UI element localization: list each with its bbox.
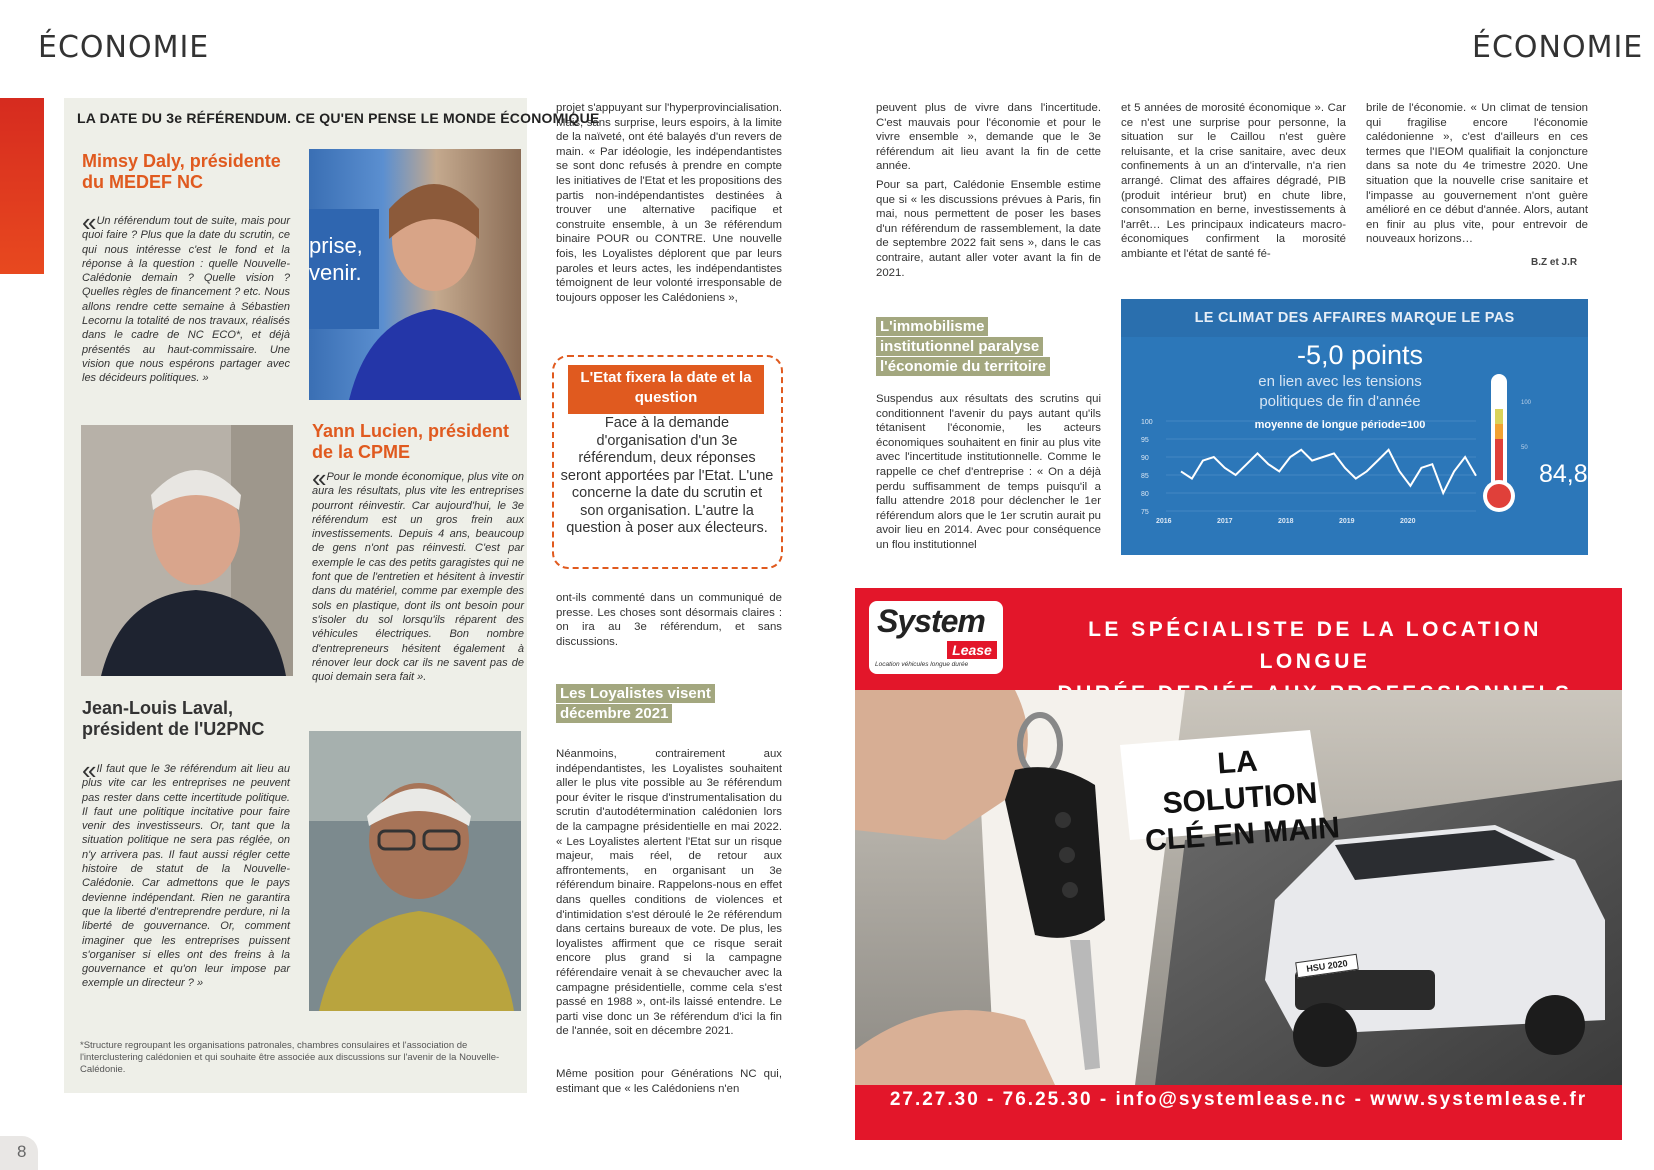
col2-paragraph-1: projet s'appuyant sur l'hyperprovincialisation. Mais, sans surprise, leurs espoirs, à la limite de la naïveté, ont été balayés d'un revers de main. « Par idéologie, les indépendantistes se sont donc refusés à prendre en compte les initiatives de l'Etat et les propositions des partis non-indépendantistes destinées à trouver une alternative pacifique et construite ensemble, à un 3e référendum binaire POUR ou CONTRE. Une nouvelle fois, les Loyalistes déplorent que par leurs paroles et leurs actes, les indépendantistes témoignent de leur volonté irresponsable de toujours opposer les Calédoniens », [556,102,782,304]
license-plate: HSU 2020 [1295,954,1359,978]
col5-paragraph-1: brile de l'économie. « Un climat de tension qui fragilise encore l'économie calédonienne », c'est d'ailleurs en ces termes que l'IEOM qualifiait la conjoncture dans sa note du 4e trimestre 2020. Une situation que la nouvelle crise sanitaire et l'impasse au gouvernement n'ont guère amélioré en ce début d'année. Alors, autant en finir au plus vite, pour entrevoir de nouveaux horizons… [1366,102,1588,246]
infographic-title: LE CLIMAT DES AFFAIRES MARQUE LE PAS [1121,299,1588,337]
logo-lease: Lease [947,641,997,659]
chart-y-tick-label: 90 [1141,455,1149,462]
chart-y-tick-label: 85 [1141,473,1149,480]
systemlease-logo [869,601,1003,674]
photo-lucien [81,425,293,676]
quote-lucien [312,463,524,684]
col2-subhead: Les Loyalistes visent décembre 2021 [556,684,715,723]
infographic-average-label: moyenne de longue période=100 [1254,419,1426,431]
quote-mark: « [82,755,97,785]
person-name-daly: Mimsy Daly, présidente du MEDEF NC [82,151,281,192]
photo-laval [309,731,521,1011]
col3-subhead: L'immobilisme institutionnel paralyse l'économie du territoire [876,317,1050,376]
quote-mark: « [82,207,97,237]
col2-paragraph-3: Néanmoins, contrairement aux indépendantistes, les Loyalistes souhaitent aller le plus vite possible au 3e référendum pour éviter le risque d'instrumentalisation du scrutin d'autodétermination calédonien lors de la campagne présidentielle en mai 2022. « Les Loyalistes alertent l'Etat sur un risque majeur, mais réel, de retour aux affrontements, en organisant un 3e référendum binaire. Rappelons-nous en effet dans quelles conditions de violences et d'intimidation s'est déroulé le 2e référendum dans certains bureaux de vote. De plus, les loyalistes affirment que ce risque serait encore plus grand si la campagne référendaire venait à se chevaucher avec la campagne présidentielle, comme cela s'est passé en 1988 », ont-ils laissé entendre. Le parti vise donc un 3e référendum d'ici la fin de l'année, soit en décembre 2021. [556,748,782,1038]
chart-series-line [1181,450,1476,493]
ad-contacts: 27.27.30 - 76.25.30 - info@systemlease.nc - www.systemlease.fr [889,1089,1588,1110]
col2-subhead-wrap [556,684,726,724]
chart-x-tick-label: 2018 [1278,518,1294,525]
sidebar-box-title: L'Etat fixera la date et la question [568,365,764,414]
sidebar-box-body: Face à la demande d'organisation d'un 3e référendum, deux réponses seront apportées par l'Etat. L'une concerne la date du scrutin et son organisation. L'autre la question à poser aux électeurs. [560,415,774,536]
col3-paragraph-1: peuvent plus de vivre dans l'incertitude. C'est mauvais pour l'économie et pour le vivre ensemble », demande que le 3e référendum ait lieu avant la fin de cette année. [876,102,1101,173]
chart-y-tick-label: 75 [1141,509,1149,516]
chart-x-tick-label: 2019 [1339,518,1355,525]
page-number: 8 [17,1142,27,1161]
logo-system: System [877,603,985,639]
infographic-headline: -5,0 points [1296,340,1424,370]
section-title-right: ÉCONOMIE [1472,30,1644,65]
quote-laval-text: Il faut que le 3e référendum ait lieu au plus vite car les entreprises ne peuvent pas rester dans cette incertitude politique. Il faut une politique incitative pour faire venir des investisseurs. Or, tant que la situation politique ne sera pas réglée, on n'y arrivera pas. Il faut aussi régler cette histoire de statut de la Nouvelle-Calédonie. Car admettons que le pays devienne indépendant. Rien ne garantira que la liberté d'entreprendre perdure, ni la liberté de gouvernance. Or, comment imaginer que les entreprises puissent s'organiser si elles ont des freins à la gouvernance et qu'on leur impose par exemple un directeur ? » [82,763,290,990]
col4-paragraph-1: et 5 années de morosité économique ». Car ce n'est une surprise pour personne, la situation sur le Caillou n'est guère reluisante, et la crise sanitaire, avec deux confinements à un an d'intervalle, n'a rien arrangé. Climat des affaires dégradé, PIB (produit intérieur brut) en chute libre, consommation en berne, investissements à l'arrêt… Les principaux indicateurs macro-économiques confirment la morosité ambiante et l'état de santé fé- [1121,102,1346,260]
quote-daly [82,207,290,386]
author-credit: B.Z et J.R [1531,257,1578,268]
infographic-subtext: en lien avec les tensions politiques de fin d'année [1258,373,1422,410]
chart-y-tick-label: 95 [1141,437,1149,444]
thermometer-icon [1483,374,1515,512]
gauge-value: 84,8 [1539,460,1588,488]
person-name-laval: Jean-Louis Laval, président de l'U2PNC [82,698,265,739]
col3-subhead-wrap [876,317,1076,377]
quote-laval [82,755,290,991]
red-tab-marker [0,98,44,274]
page-number-tab [0,1136,38,1170]
thermo-label-high: 100 [1521,400,1532,406]
section-title-left: ÉCONOMIE [38,30,210,65]
quote-daly-text: Un référendum tout de suite, mais pour quoi faire ? Plus que la date du scrutin, ce qui nous intéresse c'est le fond et la réponse à la question : quelle Nouvelle-Calédonie demain ? Quelle vision ? Quelles règles de financement ? etc. Nous allons rendre cette semaine à Sébastien Lecornu la totalité de nos travaux, réalisés dans le cadre de NC ECO*, et déjà présentés au haut-commissaire. Une vision que nous espérons partager avec les décideurs politiques. » [82,215,290,385]
col2-paragraph-4: Même position pour Générations NC qui, estimant que « les Calédoniens n'en [556,1068,782,1095]
chart-y-tick-label: 100 [1141,419,1153,426]
chart-x-tick-label: 2017 [1217,518,1233,525]
ad-headline: LE SPÉCIALISTE DE LA LOCATION LONGUE [1088,618,1542,673]
ad-slogan: LA SOLUTION CLÉ EN MAIN [1144,744,1341,858]
quote-lucien-text: Pour le monde économique, plus vite on aura les résultats, plus vite les entreprises pourront réinvestir. Car aujourd'hui, le 3e référendum est un gros frein aux investissements. Depuis 4 ans, beaucoup de gens n'ont pas réinvesti. C'est par exemple le cas des petits garagistes qui ne font que de l'entretien et hésitent à investir dans du matériel, comme par exemple des sols en plastique, dont ils ont besoin pour s'isoler du sol lorsqu'ils réparent des véhicules électriques. Bon nombre d'entrepreneurs hésitent également à rénover leur dock car ils ne savent pas de quoi demain sera fait ». [312,471,524,684]
logo-tagline: Location véhicules longue durée [875,661,969,668]
chart-x-tick-label: 2020 [1400,518,1416,525]
photo-overlay-text: prise, venir. [309,233,363,285]
col3-paragraph-3: Suspendus aux résultats des scrutins qui conditionnent l'avenir du pays autant qu'ils tétanisent l'économie, les acteurs économiques souhaitent en finir au plus vite avec l'incertitude institutionnelle. Comme le rappelle ce chef d'entreprise : « On a déjà perdu suffisamment de temps puisqu'il a fallu attendre 2018 pour déclencher le 1er référendum alors que le 1er scrutin aurait pu avoir lieu en 2014. Avec pour conséquence un flou institutionnel [876,393,1101,551]
chart-y-tick-label: 80 [1141,491,1149,498]
quote-mark: « [312,463,327,493]
col2-paragraph-2: ont-ils commenté dans un communiqué de presse. Les choses sont désormais claires : on ira au 3e référendum, et sans discussions. [556,592,782,648]
col3-paragraph-2: Pour sa part, Calédonie Ensemble estime que si « les discussions prévues à Paris, fin mai, nous permettent de poser les bases d'un référendum de rassemblement, la date de septembre 2022 fait sens », dans le cas contraire, autant aller voter avant la fin de 2021. [876,179,1101,279]
chart-x-tick-label: 2016 [1156,518,1172,525]
panel-footnote: *Structure regroupant les organisations patronales, chambres consulaires et l'association de l'interclustering calédonien et qui souhaite être associée aux discussions sur l'avenir de la Nouvelle-Calédonie. [80,1040,500,1075]
person-name-lucien: Yann Lucien, président de la CPME [312,421,510,462]
business-climate-chart [1121,299,1588,555]
panel-heading: LA DATE DU 3e RÉFÉRENDUM. CE QU'EN PENSE LE MONDE ÉCONOMIQUE [77,110,600,126]
thermo-label-low: 50 [1521,445,1528,451]
